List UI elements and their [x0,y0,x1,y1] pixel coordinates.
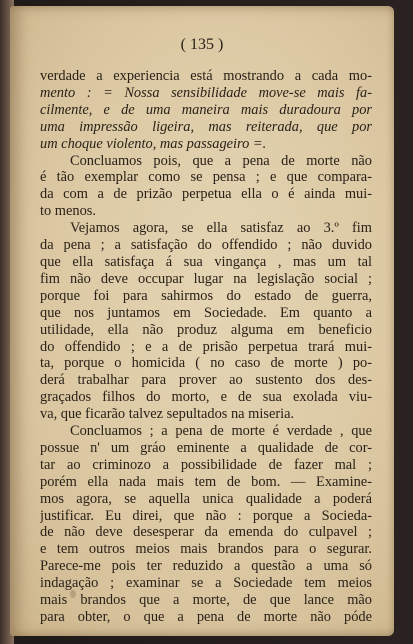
text-line: va, que ficarão talvez sepultados na miseria. [40,406,295,423]
text-line: Concluamos ; a pena de morte é verdade , que [70,423,372,440]
text-line: cilmente, e de uma maneira mais duradoura por [40,101,372,118]
body-text [40,68,372,626]
text-line: porém ella nada mais tem de bom. — Examine- [40,473,372,490]
text-line: Vejamos agora, se ella satisfaz ao 3.º fim [70,220,372,237]
text-line: graçados filhos do morto, e de sua exolada viu- [40,389,372,406]
text-line: Parece-me pois ter reduzido a questão a uma só [40,558,372,575]
text-line: que ella satisfaça á sua vingança , mas um tal [40,253,372,270]
ink-smudge [70,590,76,598]
text-line: e tem outros meios mais brandos para o segurar. [40,541,372,558]
text-line: derá trabalhar para prover ao sustento dos des- [40,372,372,389]
text-line: verdade a experiencia está mostrando a cada mo- [40,68,372,84]
text-line: fim não deve occupar lugar na legislação social ; [40,270,372,287]
text-line: to menos. [40,203,96,220]
text-line: possue n' um gráo eminente a qualidade de cor- [40,439,372,456]
text-line: mento : = Nossa sensibilidade move-se mais fa- [40,84,372,101]
text-line: para obter, o que a pena de morte não póde [40,609,372,625]
text-line: um choque violento, mas passageiro =. [40,135,267,152]
text-line: uma impressão ligeira, mas reiterada, que por [40,118,372,135]
text-line: Concluamos pois, que a pena de morte não [70,152,372,169]
text-line: da com a de prizão perpetua ella o é ainda mui- [40,186,372,203]
text-line: de não deve desesperar da emenda do culpavel ; [40,524,372,541]
page-number: ( 135 ) [180,36,224,53]
text-line: utilidade, ella não produz alguma em beneficio [40,321,372,338]
text-line: mos agora, se aquella unica qualidade a poderá [40,490,372,507]
text-line: justificar. Eu direi, que não : porque a Socieda- [40,507,372,524]
text-line: mais brandos que a morte, de que lance mão [40,592,372,609]
text-line: da pena ; a satisfação do offendido ; não duvido [40,237,372,254]
text-line: tar ao criminozo a possibilidade de fazer mal ; [40,456,372,473]
text-line: indagação ; examinar se a Sociedade tem meios [40,575,372,592]
book-page [10,6,394,636]
text-line: ta, porque o homicida ( no caso de morte ) po- [40,355,372,372]
text-line: do offendido ; e a de prisão perpetua trará mui- [40,338,372,355]
text-line: porque foi para sahirmos do estado de guerra, [40,287,372,304]
text-line: é tão exemplar como se pensa ; e que compara- [40,169,372,186]
text-line: que nos juntamos em Sociedade. Em quanto a [40,304,372,321]
